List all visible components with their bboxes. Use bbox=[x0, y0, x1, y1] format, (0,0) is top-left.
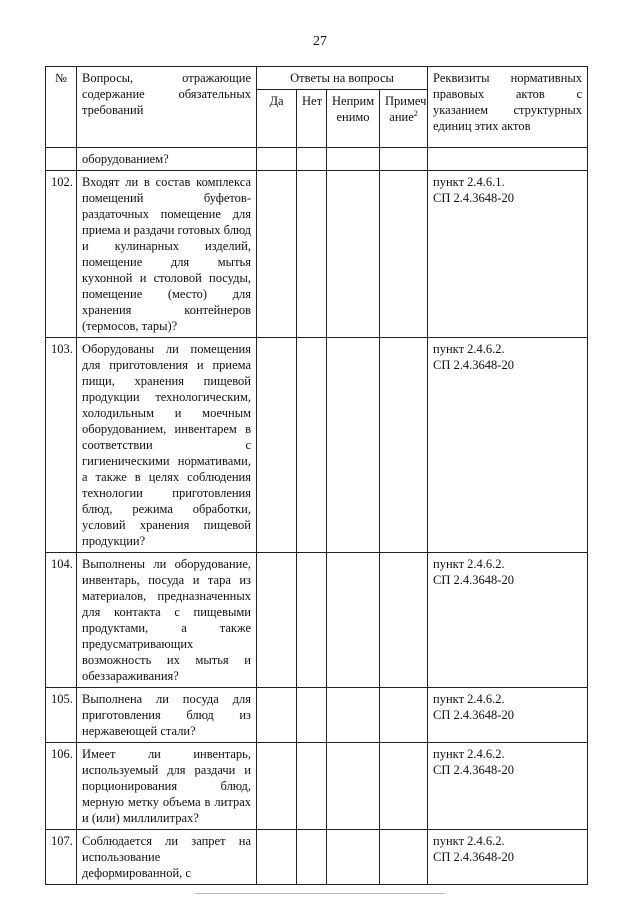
header-note-text: Примеч ание bbox=[385, 94, 427, 124]
header-yes: Да bbox=[257, 90, 297, 148]
table-row bbox=[46, 553, 588, 688]
requisite-point: пункт 2.4.6.2. bbox=[433, 834, 505, 848]
requirements-table bbox=[45, 66, 588, 885]
answer-no-cell bbox=[297, 688, 327, 743]
row-question: Выполнены ли оборудование, инвентарь, посуда и тара из материалов, предназначенных для контакта с пищевыми продуктами, а также предусматривающих возможность их мытья и обеззараживания? bbox=[77, 553, 257, 688]
answer-note-cell bbox=[380, 830, 428, 885]
answer-na-cell bbox=[327, 338, 380, 553]
table-row bbox=[46, 338, 588, 553]
row-number: 102. bbox=[46, 171, 77, 338]
requisite-point: пункт 2.4.6.2. bbox=[433, 342, 505, 356]
continuation-num-cell bbox=[46, 148, 77, 171]
answer-na-cell bbox=[327, 171, 380, 338]
table-row bbox=[46, 743, 588, 830]
requisite-point: пункт 2.4.6.2. bbox=[433, 557, 505, 571]
requisite-point: пункт 2.4.6.2. bbox=[433, 747, 505, 761]
answer-na-cell bbox=[327, 743, 380, 830]
header-note bbox=[380, 90, 428, 148]
answer-no-cell bbox=[297, 338, 327, 553]
page-number: 27 bbox=[313, 34, 327, 49]
answer-note-cell bbox=[380, 171, 428, 338]
table-row bbox=[46, 171, 588, 338]
row-question: Имеет ли инвентарь, используемый для раздачи и порционирования блюд, мерную метку объема в литрах и (или) миллилитрах? bbox=[77, 743, 257, 830]
header-note-footnote: 2 bbox=[413, 108, 418, 118]
answer-no-cell bbox=[297, 171, 327, 338]
row-requisites bbox=[428, 830, 588, 885]
row-requisites bbox=[428, 171, 588, 338]
header-number: № bbox=[46, 67, 77, 148]
answer-yes-cell bbox=[257, 553, 297, 688]
continuation-text: оборудованием? bbox=[77, 148, 257, 171]
answer-yes-cell bbox=[257, 830, 297, 885]
requisite-document: СП 2.4.3648-20 bbox=[433, 358, 514, 372]
header-answers-group: Ответы на вопросы bbox=[257, 67, 428, 90]
requisite-document: СП 2.4.3648-20 bbox=[433, 850, 514, 864]
answer-note-cell bbox=[380, 148, 428, 171]
table-header-row bbox=[46, 67, 588, 90]
requisite-document: СП 2.4.3648-20 bbox=[433, 573, 514, 587]
header-requisites: Реквизиты нормативных правовых актов с указанием структурных единиц этих актов bbox=[428, 67, 588, 148]
continuation-row bbox=[46, 148, 588, 171]
header-question: Вопросы, отражающие содержание обязательных требований bbox=[77, 67, 257, 148]
row-number: 106. bbox=[46, 743, 77, 830]
answer-yes-cell bbox=[257, 148, 297, 171]
answer-na-cell bbox=[327, 148, 380, 171]
row-requisites bbox=[428, 743, 588, 830]
answer-na-cell bbox=[327, 553, 380, 688]
answer-no-cell bbox=[297, 553, 327, 688]
requisites-cell bbox=[428, 148, 588, 171]
row-number: 107. bbox=[46, 830, 77, 885]
table-row bbox=[46, 688, 588, 743]
row-question: Выполнена ли посуда для приготовления блюд из нержавеющей стали? bbox=[77, 688, 257, 743]
answer-yes-cell bbox=[257, 688, 297, 743]
requisite-point: пункт 2.4.6.1. bbox=[433, 175, 505, 189]
row-number: 103. bbox=[46, 338, 77, 553]
answer-yes-cell bbox=[257, 743, 297, 830]
answer-yes-cell bbox=[257, 338, 297, 553]
answer-no-cell bbox=[297, 743, 327, 830]
answer-note-cell bbox=[380, 688, 428, 743]
answer-na-cell bbox=[327, 830, 380, 885]
row-number: 104. bbox=[46, 553, 77, 688]
answer-note-cell bbox=[380, 743, 428, 830]
answer-yes-cell bbox=[257, 171, 297, 338]
requisite-document: СП 2.4.3648-20 bbox=[433, 763, 514, 777]
row-requisites bbox=[428, 338, 588, 553]
answer-na-cell bbox=[327, 688, 380, 743]
page-bottom-line bbox=[195, 893, 445, 894]
row-question: Входят ли в состав комплекса помещений буфетов-раздаточных помещение для приема и раздачи готовых блюд и кулинарных изделий, помещение для мытья кухонной и столовой посуды, помещение (место) для хранения контейнеров (термосов, тары)? bbox=[77, 171, 257, 338]
answer-note-cell bbox=[380, 338, 428, 553]
header-not-applicable: Неприм енимо bbox=[327, 90, 380, 148]
row-question: Соблюдается ли запрет на использование деформированной, с bbox=[77, 830, 257, 885]
header-no: Нет bbox=[297, 90, 327, 148]
answer-note-cell bbox=[380, 553, 428, 688]
row-requisites bbox=[428, 553, 588, 688]
row-number: 105. bbox=[46, 688, 77, 743]
row-question: Оборудованы ли помещения для приготовления и приема пищи, хранения пищевой продукции технологическим, холодильным и моечным оборудованием, инвентарем в соответствии с гигиеническими нормативами, а также в целях соблюдения технологии приготовления блюд, режима обработки, условий хранения пищевой продукции? bbox=[77, 338, 257, 553]
table-row bbox=[46, 830, 588, 885]
requisite-point: пункт 2.4.6.2. bbox=[433, 692, 505, 706]
answer-no-cell bbox=[297, 830, 327, 885]
requisite-document: СП 2.4.3648-20 bbox=[433, 191, 514, 205]
requisite-document: СП 2.4.3648-20 bbox=[433, 708, 514, 722]
answer-no-cell bbox=[297, 148, 327, 171]
row-requisites bbox=[428, 688, 588, 743]
